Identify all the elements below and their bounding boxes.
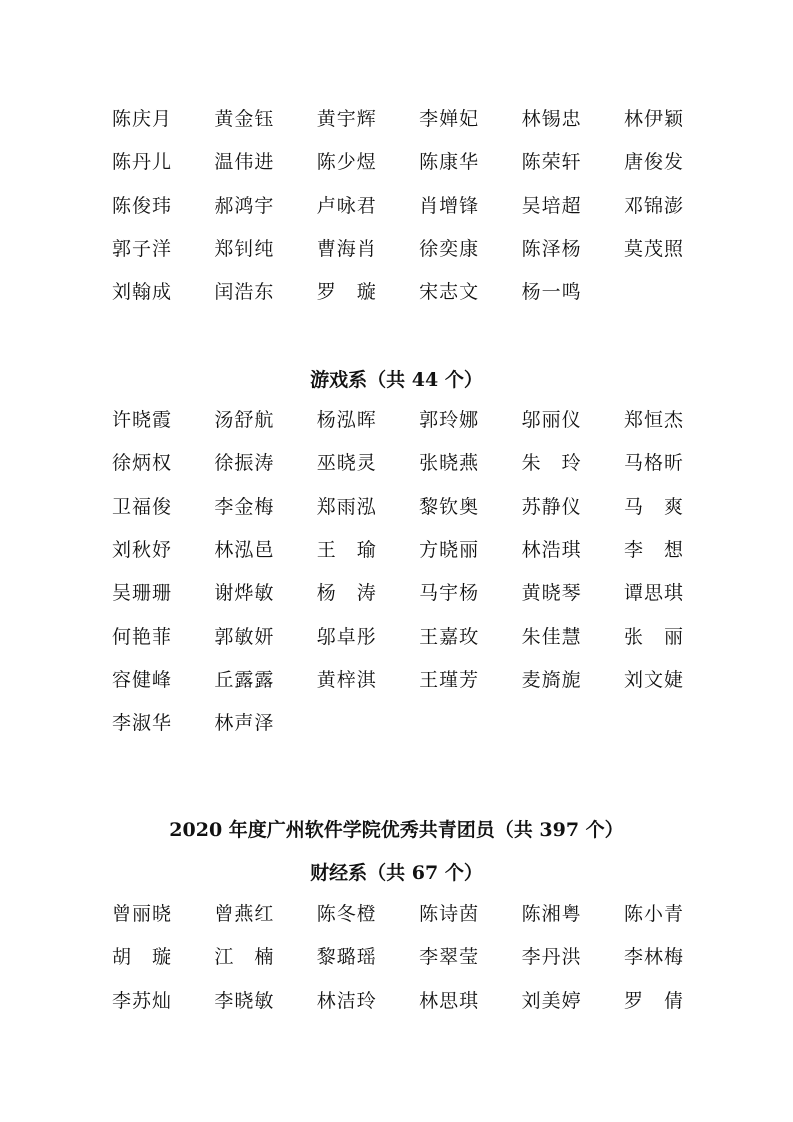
name-row [112,440,732,483]
person-name: 许晓霞 [112,409,173,432]
person-name: 曹海肖 [316,238,377,261]
name-row [112,139,732,182]
person-name: 黎钦奥 [419,495,480,518]
person-name: 曾燕红 [214,903,275,926]
person-name: 罗 倩 [623,989,684,1012]
person-name: 林思琪 [419,989,480,1012]
person-name: 马 爽 [623,495,684,518]
person-name: 郑钊纯 [214,238,275,261]
person-name: 郭玲娜 [419,409,480,432]
person-name: 胡 璇 [112,946,173,969]
section-heading-game: 游戏系（共 44 个） [310,369,483,391]
person-name: 郝鸿宇 [214,194,275,217]
person-name: 陈少煜 [316,151,377,174]
person-name: 杨泓晖 [316,409,377,432]
name-grid-section1 [112,96,732,312]
person-name: 马宇杨 [419,582,480,605]
person-name: 刘秋妤 [112,539,173,562]
person-name: 卢咏君 [316,194,377,217]
name-row [112,226,732,269]
person-name: 卫福俊 [112,495,173,518]
person-name: 郭子洋 [112,238,173,261]
person-name: 苏静仪 [521,495,582,518]
person-name: 陈诗茵 [419,903,480,926]
person-name: 莫茂照 [623,238,684,261]
person-name: 陈荣轩 [521,151,582,174]
person-name: 邓锦澎 [623,194,684,217]
name-row [112,96,732,139]
person-name: 陈泽杨 [521,238,582,261]
person-name: 朱 玲 [521,452,582,475]
person-name: 温伟进 [214,151,275,174]
person-name: 陈丹儿 [112,151,173,174]
person-name: 王瑾芳 [419,668,480,691]
person-name: 谭思琪 [623,582,684,605]
name-row [112,978,732,1021]
name-row [112,527,732,570]
person-name: 罗 璇 [316,281,377,304]
person-name: 李 想 [623,539,684,562]
person-name: 杨 涛 [316,582,377,605]
person-name: 朱佳慧 [521,625,582,648]
person-name: 陈庆月 [112,108,173,131]
person-name: 黄金钰 [214,108,275,131]
person-name: 吴培超 [521,194,582,217]
person-name: 林锡忠 [521,108,582,131]
person-name: 邬丽仪 [521,409,582,432]
person-name: 张 丽 [623,625,684,648]
name-grid-finance [112,891,732,1021]
person-name: 郭敏妍 [214,625,275,648]
section-heading-finance: 财经系（共 67 个） [310,862,483,884]
person-name: 黎璐瑶 [316,946,377,969]
person-name: 容健峰 [112,668,173,691]
person-name: 郑雨泓 [316,495,377,518]
person-name: 曾丽晓 [112,903,173,926]
person-name: 汤舒航 [214,409,275,432]
person-name: 何艳菲 [112,625,173,648]
person-name: 林伊颖 [623,108,684,131]
person-name: 李苏灿 [112,989,173,1012]
person-name: 徐奕康 [419,238,480,261]
person-name: 丘露露 [214,668,275,691]
name-grid-game [112,397,732,743]
person-name: 刘翰成 [112,281,173,304]
name-row [112,183,732,226]
person-name: 李翠莹 [419,946,480,969]
person-name: 宋志文 [419,281,480,304]
person-name: 肖增锋 [419,194,480,217]
person-name: 马格昕 [623,452,684,475]
person-name: 陈冬橙 [316,903,377,926]
person-name: 麦旖旎 [521,668,582,691]
person-name: 王嘉玫 [419,625,480,648]
person-name: 唐俊发 [623,151,684,174]
person-name: 郑恒杰 [623,409,684,432]
name-row [112,613,732,656]
person-name: 李林梅 [623,946,684,969]
person-name: 黄梓淇 [316,668,377,691]
person-name: 李丹洪 [521,946,582,969]
person-name: 黄晓琴 [521,582,582,605]
person-name: 林浩琪 [521,539,582,562]
person-name: 江 楠 [214,946,275,969]
name-row [112,269,732,312]
person-name: 谢烨敏 [214,582,275,605]
person-name: 陈湘粤 [521,903,582,926]
person-name: 邬卓彤 [316,625,377,648]
person-name: 陈康华 [419,151,480,174]
person-name: 刘美婷 [521,989,582,1012]
person-name: 徐炳权 [112,452,173,475]
name-row [112,570,732,613]
person-name: 林洁玲 [316,989,377,1012]
person-name: 张晓燕 [419,452,480,475]
person-name: 黄宇辉 [316,108,377,131]
name-row [112,700,732,743]
person-name: 林泓邑 [214,539,275,562]
person-name: 杨一鸣 [521,281,582,304]
person-name: 李晓敏 [214,989,275,1012]
document-title: 2020 年度广州软件学院优秀共青团员（共 397 个） [169,819,624,841]
name-row [112,397,732,440]
name-row [112,657,732,700]
person-name: 王 瑜 [316,539,377,562]
person-name: 李淑华 [112,712,173,735]
person-name: 刘文婕 [623,668,684,691]
name-row [112,934,732,977]
person-name: 陈小青 [623,903,684,926]
name-row [112,484,732,527]
person-name: 林声泽 [214,712,275,735]
person-name: 李婵妃 [419,108,480,131]
person-name: 闰浩东 [214,281,275,304]
person-name: 李金梅 [214,495,275,518]
person-name: 徐振涛 [214,452,275,475]
name-row [112,891,732,934]
person-name: 巫晓灵 [316,452,377,475]
person-name: 吴珊珊 [112,582,173,605]
person-name: 陈俊玮 [112,194,173,217]
person-name: 方晓丽 [419,539,480,562]
